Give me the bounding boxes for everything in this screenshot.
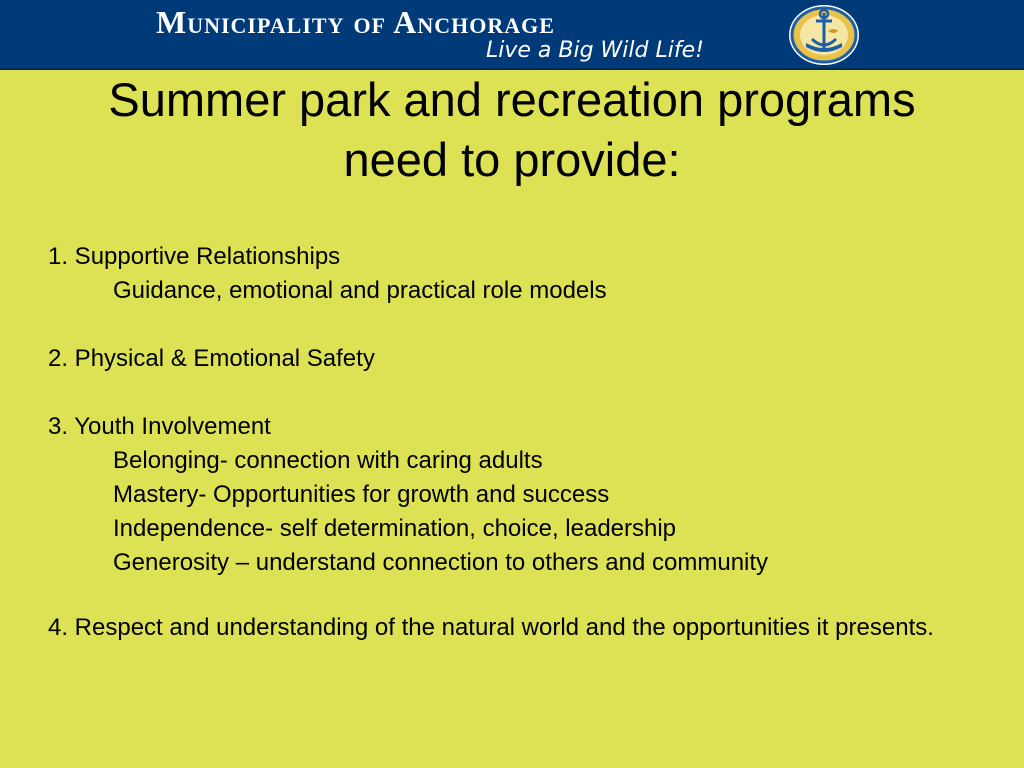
sub-item: Mastery- Opportunities for growth and success — [113, 481, 610, 508]
list-item: 4. Respect and understanding of the natural world and the opportunities it presents. — [48, 614, 934, 641]
municipality-title: Municipality of Anchorage — [156, 4, 555, 40]
header-banner — [0, 0, 1024, 70]
municipality-tagline: Live a Big Wild Life! — [486, 38, 704, 63]
slide-title: Summer park and recreation programs need to provide: — [108, 73, 916, 186]
sub-item: Guidance, emotional and practical role models — [113, 277, 607, 304]
list-item: 2. Physical & Emotional Safety — [48, 345, 375, 372]
sub-item: Belonging- connection with caring adults — [113, 447, 543, 474]
list-item: 1. Supportive Relationships — [48, 243, 341, 270]
sub-item: Generosity – understand connection to others and community — [113, 549, 769, 576]
anchorage-seal-icon — [786, 3, 862, 67]
sub-item: Independence- self determination, choice, leadership — [113, 515, 677, 542]
slide-content — [48, 240, 978, 642]
list-item: 3. Youth Involvement — [48, 413, 271, 440]
